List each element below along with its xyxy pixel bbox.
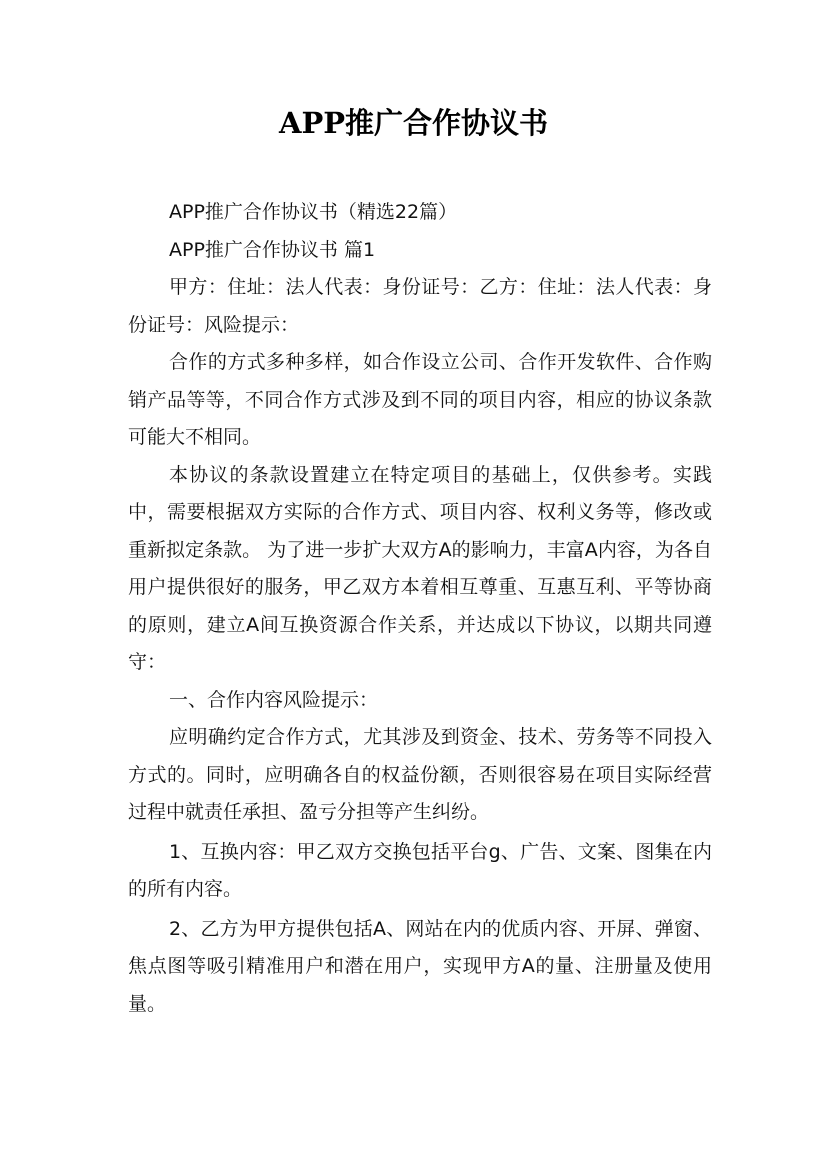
paragraph-clause-2: 2、乙方为甲方提供包括A、网站在内的优质内容、开屏、弹窗、焦点图等吸引精准用户和潜在用户，实现甲方A的量、注册量及使用量。 [128,917,712,1015]
paragraph-section-heading: APP推广合作协议书 篇1 [169,238,376,261]
paragraph-subtitle: APP推广合作协议书（精选22篇） [169,201,458,223]
paragraph-risk-notice: 应明确约定合作方式，尤其涉及到资金、技术、劳务等不同投入方式的。同时，应明确各自的权益份额，否则很容易在项目实际经营过程中就责任承担、盈亏分担等产生纠纷。 [128,726,712,823]
paragraph-parties: 甲方：住址：法人代表：身份证号：乙方：住址：法人代表：身份证号：风险提示： [128,276,712,336]
paragraph-clause-1: 1、互换内容：甲乙双方交换包括平台g、广告、文案、图集在内的所有内容。 [128,840,712,900]
paragraph-cooperation-methods: 合作的方式多种多样，如合作设立公司、合作开发软件、合作购销产品等等，不同合作方式涉及到不同的项目内容，相应的协议条款可能大不相同。 [128,351,712,448]
document-title: APP推广合作协议书 [278,106,549,140]
document-body [128,194,712,1023]
paragraph-cooperation-heading: 一、合作内容风险提示： [169,688,379,711]
paragraph-terms-basis: 本协议的条款设置建立在特定项目的基础上，仅供参考。实践中，需要根据双方实际的合作方式、项目内容、权利义务等，修改或重新拟定条款。 为了进一步扩大双方A的影响力，丰富A内容，为各自用户提供很好的服务，甲乙双方本着相互尊重、互惠互利、平等协商的原则，建立A间互换资源合作关系，并达成以下协议，以期共同遵守： [128,463,712,673]
